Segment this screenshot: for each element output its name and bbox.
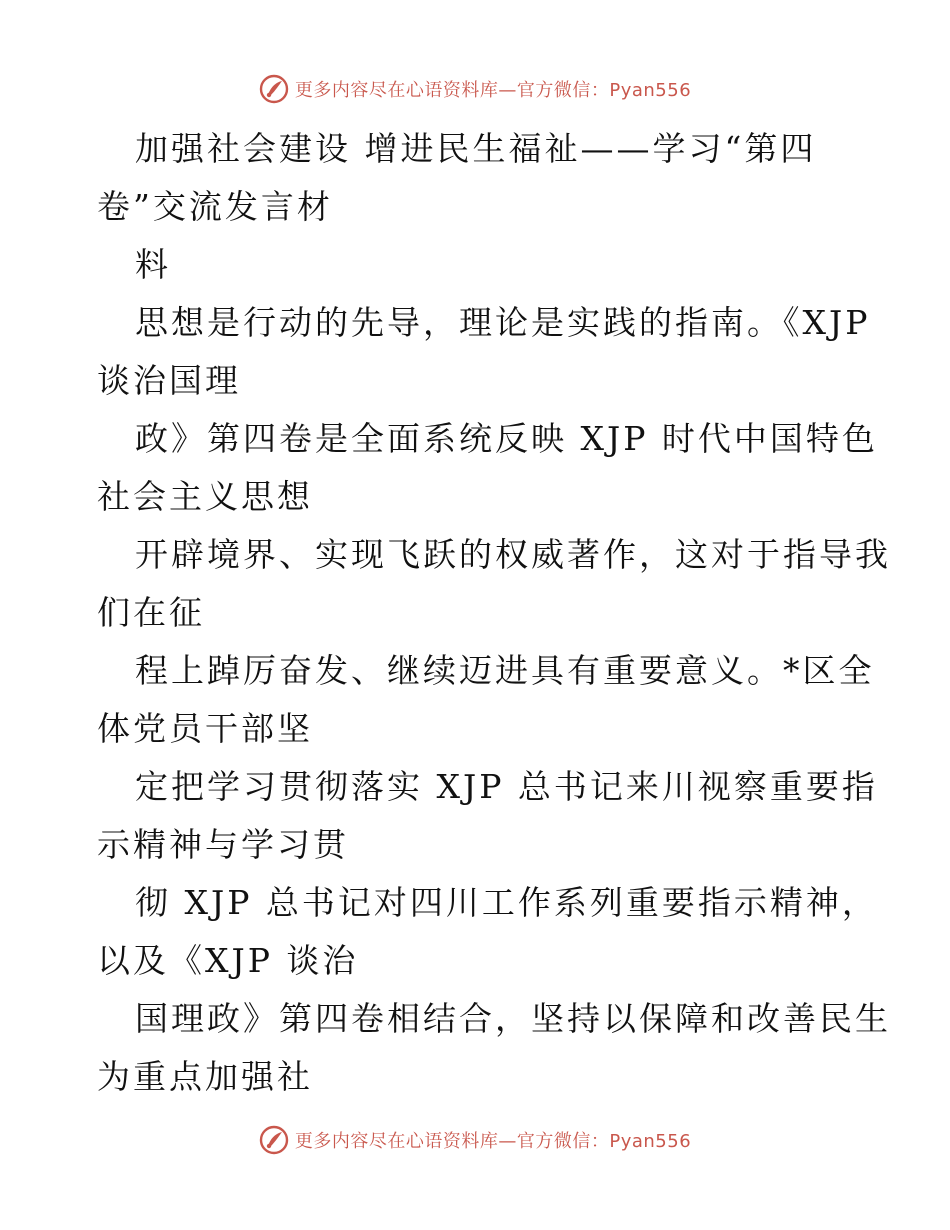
document-body [97,120,897,1106]
text-line: 谈治国理 [97,361,241,400]
text-line: 定把学习贯彻落实 XJP 总书记来川视察重要指 [135,767,878,806]
text-line: 社会主义思想 [97,477,313,516]
text-line: 体党员干部坚 [97,709,313,748]
text-line: 以及《XJP 谈治 [97,941,359,980]
text-line: 们在征 [97,593,205,632]
text-line: 卷”交流发言材 [97,187,333,226]
footer-banner [0,1123,950,1157]
text-line: 开辟境界、实现飞跃的权威著作，这对于指导我 [135,535,891,574]
text-line: 彻 XJP 总书记对四川工作系列重要指示精神， [135,883,878,922]
footer-banner-text: 更多内容尽在心语资料库—官方微信：Pyan556 [294,1131,692,1152]
text-line: 程上踔厉奋发、继续迈进具有重要意义。*区全 [135,651,875,690]
text-line: 料 [135,245,171,284]
brand-logo-icon [259,74,289,104]
header-banner-text: 更多内容尽在心语资料库—官方微信：Pyan556 [294,80,692,101]
brand-logo-icon [259,1125,289,1155]
text-line: 国理政》第四卷相结合，坚持以保障和改善民生 [135,999,891,1038]
text-line: 示精神与学习贯 [97,825,349,864]
text-line: 加强社会建设 增进民生福祉——学习“第四 [135,129,817,168]
text-line: 思想是行动的先导，理论是实践的指南。《XJP [135,303,871,342]
text-line: 政》第四卷是全面系统反映 XJP 时代中国特色 [135,419,878,458]
text-line: 为重点加强社 [97,1057,313,1096]
header-banner [0,72,950,106]
